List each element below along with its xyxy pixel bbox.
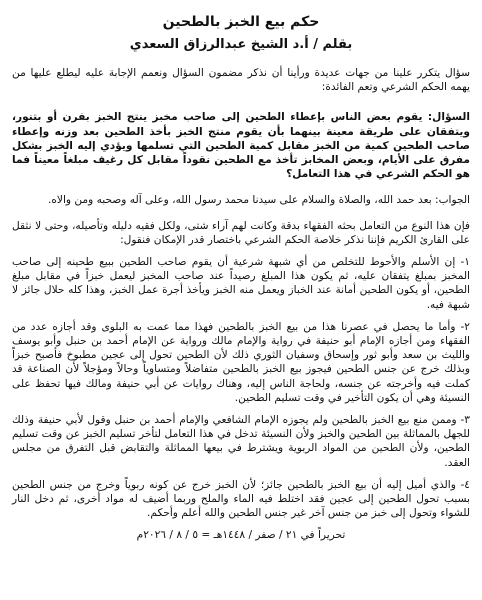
answer-opening-paragraph: الجواب: بعد حمد الله، والصلاة والسلام على سيدنا محمد رسول الله، وعلى آله وصحبه ومن والاه. (47, 194, 470, 207)
author-line: بقلم / أ.د الشيخ عبدالرزاق السعدي (129, 37, 353, 52)
question-paragraph: السؤال: يقوم بعض الناس بإعطاء الطحين إلى صاحب مخبز ينتج الخبز بفرن أو بتنور، ويتفقان على طريقة معينة بينهما بأن يقوم منتج الخبز بأخذ الطحين بعد وزنه وإعطاء صاحب الطحين كمية من الخبز مقابل كمية الطحين التي تسلمها ويؤدي إليه الخبز بشكل مفرق على الأيام، وبعض المخابز تأخذ مع الطحين نقوداً مقابل كل رغيف مبلغاً معيناً فما هو الحكم الشرعي في هذا التعامل؟ (12, 111, 470, 181)
intro-paragraph: سؤال يتكرر علينا من جهات عديدة ورأينا أن نذكر مضمون السؤال ونعمم الإجابة عليه ليطلع عليها من يهمه الحكم الشرعي وتعم الفائدة: (12, 67, 470, 94)
preface-paragraph: فإن هذا النوع من التعامل بحثه الفقهاء بدقة وكانت لهم آراء شتى، ولكل فقيه دليله وتأصيله، وحتى لا نثقل على القارئ الكريم فإننا نذكر خلاصة الحكم الشرعي باختصار قدر الإمكان فنقول: (12, 219, 470, 246)
point-3-paragraph: ٣- وممن منع بيع الخبز بالطحين ولم يجوزه الإمام الشافعي والإمام أحمد بن حنبل وقول لأبي حنيفة وذلك للجهل بالمماثلة بين الطحين والخبز ولأن النسيئة تدخل في هذا التعامل لتأخر تسليم الخبز عن وقت تسليم الطحين، ولأن الطحين من المواد الربوية ويشترط في بيعها المماثلة والتقابض قبل التفرق من مجلس العقد. (12, 414, 470, 469)
point-4-paragraph: ٤- والذي أميل إليه أن بيع الخبز بالطحين جائز؛ لأن الخبز خرج عن كونه ربوياً وخرج من جنس الطحين بسبب تحول الطحين إلى عجين فقد اختلط فيه الماء والملح وربما أضيف له مواد أخرى، ثم دخل النار للشواء وتحول إلى خبز من جنس آخر غير جنس الطحين والله أعلم وأحكم. (12, 478, 470, 520)
point-2-paragraph: ٢- وأما ما يحصل في عصرنا هذا من بيع الخبز بالطحين فهذا مما عمت به البلوى وقد أجازه عدد من الفقهاء ومن أجازه الإمام أبو حنيفة في رواية والإمام مالك ورواية عن الإمام أحمد بن حنبل وأبو يوسف والليث بن سعد وأبو ثور وإسحاق وسفيان الثوري ذلك لأن الطحين تحول إلى عجين مطبوخ فأصبح خبزاً وبذلك خرج عن جنس الطحين فيجوز بيع الخبز بالطحين متفاضلاً ومتساوياً وحالاً ومؤجلاً لأن الصناعة قد كملت فيه وأخرجته عن جنسه، ولحاجة الناس إليه، وهناك روايات عن أبي حنيفة ومالك فيها تحفظ على النسيئة وهي أن يكون التأخير في وقت تسليم الطحين. (12, 320, 470, 404)
point-1-paragraph: ١- إن الأسلم والأحوط للتخلص من أي شبهة شرعية أن يقوم صاحب الطحين ببيع طحينه إلى صاحب المخبز بمبلغ يتفقان عليه، ثم يكون هذا المبلغ رصيداً عند صاحب المخبز ليعمل خبزاً في مقابل مبلغ الطحين، أو يكون الطحين أمانة عند الخباز ويعمل منه الخبز ويأخذ أجرة عمل الخبز، وهذا كله حلال جائز لا شبهة فيه. (12, 256, 470, 311)
document-title: حكم بيع الخبز بالطحين (162, 14, 320, 30)
date-line: تحريراً في ٢١ / صفر / ١٤٤٨هـ = ٥ / ٨ / ٢٠٢٦م (136, 529, 346, 542)
